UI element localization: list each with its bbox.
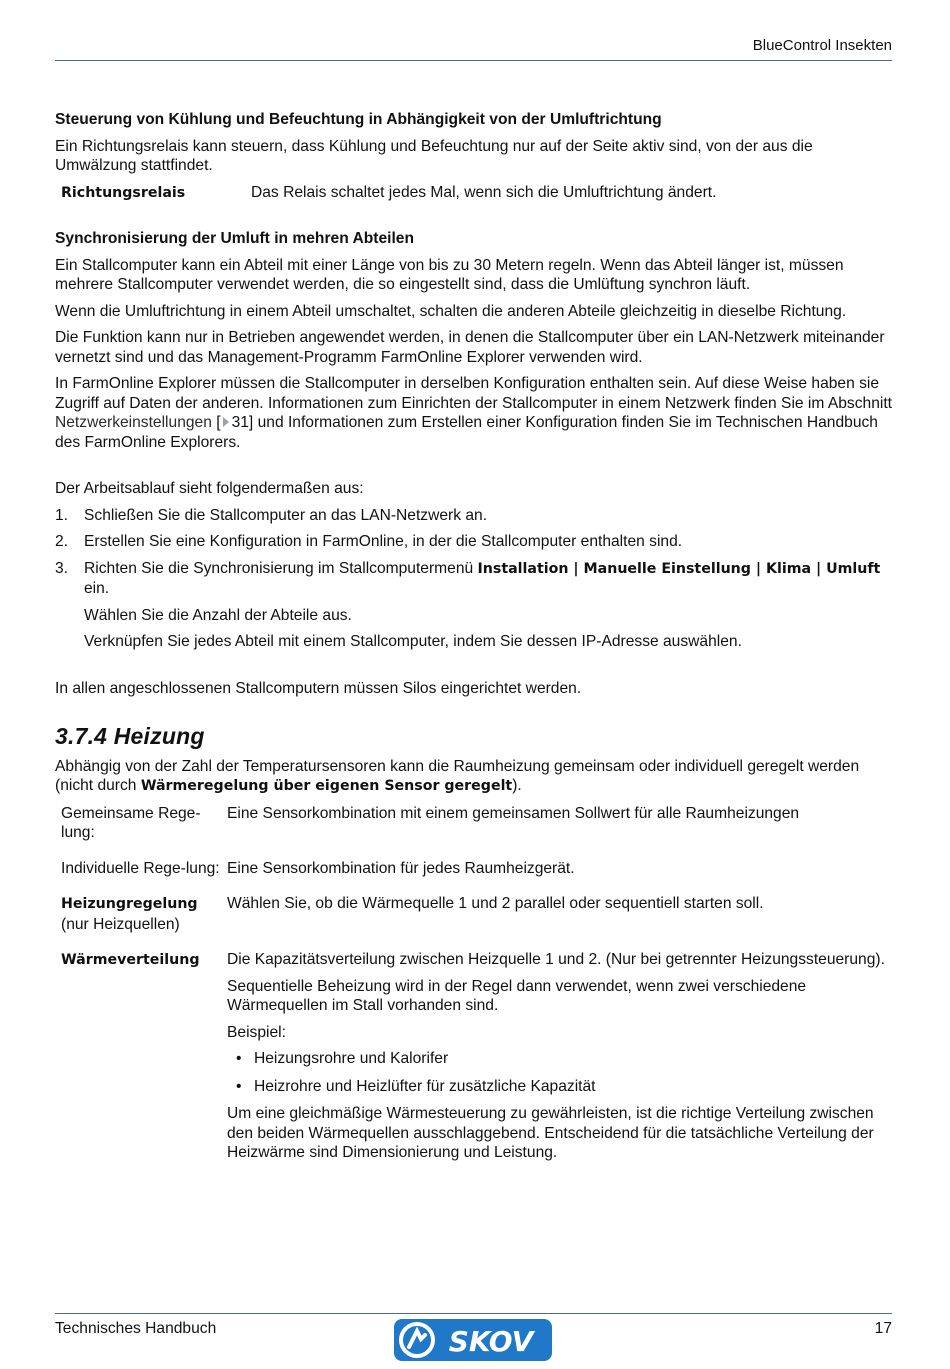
list-item: • Heizrohre und Heizlüfter für zusätzliche Kapazität bbox=[227, 1077, 892, 1097]
step-number: 1. bbox=[55, 506, 69, 524]
intro-after: ). bbox=[512, 777, 522, 794]
waerme-p2: Sequentielle Beheizung wird in der Regel dann verwendet, wenn zwei verschiedene Wärmequellen im Stall vorhanden sind. bbox=[227, 977, 807, 1014]
waerme-bullets bbox=[227, 1049, 892, 1096]
step3-sub2: Verknüpfen Sie jedes Abteil mit einem Stallcomputer, indem Sie dessen IP-Adresse auswählen. bbox=[84, 633, 742, 650]
page-number: 17 bbox=[874, 1320, 892, 1337]
waerme-p4: Um eine gleichmäßige Wärmesteuerung zu gewährleisten, ist die richtige Verteilung zwischen den beiden Wärmequellen ausschlaggebend. Entscheidend für die tatsächliche Verteilung der Heizwärme sind Dimensionierung und Leistung. bbox=[227, 1105, 874, 1161]
footer-rule bbox=[55, 1313, 892, 1314]
menu-path: Installation | Manuelle Einstellung | Klima | Umluft bbox=[477, 560, 881, 577]
list-item: • Heizungsrohre und Kalorifer bbox=[227, 1049, 892, 1069]
section1-para: Ein Richtungsrelais kann steuern, dass Kühlung und Befeuchtung nur auf der Seite aktiv sind, von der aus die Umwälzung stattfindet. bbox=[55, 137, 813, 174]
p4-text-after: und Informationen zum Erstellen einer Konfiguration finden Sie im Technischen Handbuch des FarmOnline Explorers. bbox=[55, 414, 878, 451]
page-ref-arrow-icon bbox=[223, 417, 229, 427]
step-number: 2. bbox=[55, 533, 69, 550]
netzwerk-link[interactable]: Netzwerkeinstellungen bbox=[55, 414, 212, 431]
section2-p1: Ein Stallcomputer kann ein Abteil mit einer Länge von bis zu 30 Metern regeln. Wenn das Abteil länger ist, müssen mehrere Stallcomputer verwendet werden, die so eingestellt sind, dass die Umlüftung synchron läuft. bbox=[55, 256, 844, 293]
section1-def-table bbox=[55, 183, 892, 220]
p4-page-ref[interactable]: 31] bbox=[231, 414, 254, 431]
skov-logo-icon bbox=[393, 1317, 553, 1363]
section3-intro bbox=[55, 757, 892, 797]
step-text: Schließen Sie die Stallcomputer an das LAN-Netzwerk an. bbox=[84, 506, 488, 524]
def-row bbox=[55, 183, 892, 220]
def-text: Eine Sensorkombination für jedes Raumheizgerät. bbox=[227, 859, 575, 877]
list-item bbox=[55, 506, 892, 526]
footer-title: Technisches Handbuch bbox=[55, 1320, 217, 1337]
p4-text-before: In FarmOnline Explorer müssen die Stallcomputer in derselben Konfiguration enthalten sein. Auf diese Weise haben sie Zugriff auf Daten der anderen. Informationen zum Einrichten der Stallcomputer in einem Netzwerk finden Sie im Abschnitt bbox=[55, 375, 892, 412]
section1-heading: Steuerung von Kühlung und Befeuchtung in Abhängigkeit von der Umluftrichtung bbox=[55, 111, 662, 128]
waerme-p1: Die Kapazitätsverteilung zwischen Heizquelle 1 und 2. (Nur bei getrennter Heizungssteuerung). bbox=[227, 951, 885, 968]
section2-closing: In allen angeschlossenen Stallcomputern müssen Silos eingerichtet werden. bbox=[55, 679, 582, 697]
waerme-p3: Beispiel: bbox=[227, 1023, 286, 1041]
def-row bbox=[55, 950, 892, 1186]
step3-sub1: Wählen Sie die Anzahl der Abteile aus. bbox=[84, 606, 352, 624]
def-row bbox=[55, 894, 892, 950]
def-text: Das Relais schaltet jedes Mal, wenn sich die Umluftrichtung ändert. bbox=[251, 183, 717, 201]
p4-bracket: [ bbox=[216, 414, 221, 431]
intro-text: Abhängig von der Zahl der Temperatursensoren kann die Raumheizung gemeinsam oder individuell geregelt werden (nicht durch bbox=[55, 757, 860, 794]
content bbox=[55, 110, 892, 1186]
step-text-after: ein. bbox=[84, 580, 110, 597]
def-row bbox=[55, 859, 892, 895]
step-text: Erstellen Sie eine Konfiguration in FarmOnline, in der die Stallcomputer enthalten sind. bbox=[84, 533, 683, 550]
def-term: Heizungregelung bbox=[61, 896, 198, 912]
intro-bold: Wärmeregelung über eigenen Sensor geregelt bbox=[140, 778, 513, 794]
def-row bbox=[55, 804, 892, 859]
list-item bbox=[55, 559, 892, 599]
step-text: Richten Sie die Synchronisierung im Stallcomputermenü bbox=[84, 559, 478, 577]
def-term-sub: (nur Heizquellen) bbox=[61, 915, 180, 933]
header-rule bbox=[55, 60, 892, 61]
section2-p3: Die Funktion kann nur in Betrieben angewendet werden, in denen die Stallcomputer über ein LAN-Netzwerk miteinander vernetzt sind und das Management-Programm FarmOnline Explorer verwenden wird. bbox=[55, 329, 885, 366]
def-term: Individuelle Rege-lung: bbox=[61, 859, 220, 877]
workflow-steps bbox=[55, 506, 892, 599]
header-title: BlueControl Insekten bbox=[752, 37, 892, 54]
def-term: Richtungsrelais bbox=[61, 184, 186, 201]
workflow-intro: Der Arbeitsablauf sieht folgendermaßen aus: bbox=[55, 480, 364, 497]
def-term: Wärmeverteilung bbox=[61, 952, 200, 968]
heizung-def-table bbox=[55, 804, 892, 1186]
list-item bbox=[55, 532, 892, 552]
section2-p2: Wenn die Umluftrichtung in einem Abteil umschaltet, schalten die anderen Abteile gleichzeitig in dieselbe Richtung. bbox=[55, 302, 847, 320]
def-text: Eine Sensorkombination mit einem gemeinsamen Sollwert für alle Raumheizungen bbox=[227, 804, 800, 822]
logo-text: SKOV bbox=[448, 1325, 534, 1358]
section3-heading: 3.7.4 Heizung bbox=[55, 723, 205, 749]
section2-heading: Synchronisierung der Umluft in mehren Abteilen bbox=[55, 230, 414, 247]
def-term: Gemeinsame Rege-lung: bbox=[61, 804, 201, 841]
def-text: Wählen Sie, ob die Wärmequelle 1 und 2 parallel oder sequentiell starten soll. bbox=[227, 895, 764, 912]
step-number: 3. bbox=[55, 559, 69, 577]
section2-p4 bbox=[55, 374, 892, 452]
